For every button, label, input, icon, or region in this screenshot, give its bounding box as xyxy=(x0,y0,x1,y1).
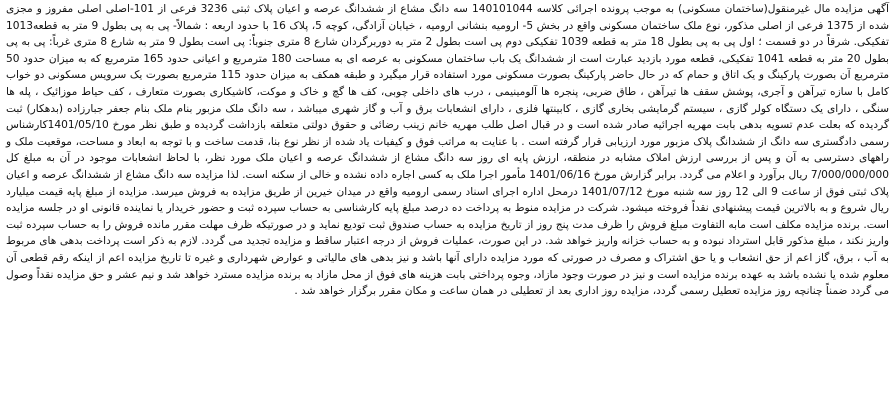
auction-notice-paragraph: آگهی مزایده مال غیرمنقول(ساختمان مسکونی) به موجب پرونده اجرائی کلاسه 140101044 سه دانگ مشاع از ششدانگ عرصه و اعیان پلاک ثبتی 3236 فرعی از 101-اصلی اصلی مفروز و مجزی شده از 1375 فرعی از اصلی مذکور، نوع ملک ساختمان مسکونی واقع در بخش 5- ارومیه بنشانی ارومیه ، خیابان آزادگی، کوچه 5، پلاک 16 با حدود اربعه : شمالاً- پی به پی بطول 9 متر به قطعه1013 تفکیکی. شرقاً در دو قسمت ؛ اول پی به پی بطول 18 متر به قطعه 1039 تفکیکی دوم پی است بطول 2 متر به دوربرگردان شارع 8 متری جنوباً: پی است بطول 9 متر به شارع 8 متری غرباً: پی به پی بطول 20 متر به قطعه 1041 تفکیکی، قطعه مورد بازدید عبارت است از ششدانگ یک باب ساختمان مسکونی به عرصه ای به مساحت 180 مترمربع و اعیانی حدود 165 مترمربع که به میزان حدود 50 مترمربع آن بصورت پارکینگ و یک اتاق و حمام که در حال حاضر پارکینگ بصورت مسکونی مورد استفاده قرار میگیرد و طبقه همکف به میزان حدود 115 مترمربع بصورت یک سرویس مسکونی دو خواب کامل با سازه تیرآهن و آجری، پوشش سقف ها تیرآهن ، طاق ضربی، پنجره ها آلومینیمی ، درب های داخلی چوبی، کف ها گچ و خاک و موکت، کاشیکاری بصورت متعارف ، کف حیاط موزائیک ، پله ها سنگی ، دارای یک دستگاه کولر گازی ، سیستم گرمایشی بخاری گازی ، کابینتها فلزی ، دارای انشعابات برق و آب و گاز شهری میباشد ، سه دانگ ملک مزبور بنام ملک بنام جعفر جبارزاده (بدهکار) ثبت گردیده که بعلت عدم تسویه بدهی بابت مهریه اجرائیه صادر شده است و در قبال اصل طلب مهریه خانم زینب رضائی و حقوق دولتی متعلقه بازداشت گردیده و طبق نظر مورخ 1401/05/10کارشناس رسمی دادگستری سه دانگ از ششدانگ پلاک مزبور مورد ارزیابی قرار گرفته است . با عنایت به مراتب فوق و کیفیات یاد شده از نظر نوع بنا، قدمت ساخت و با توجه به ابعاد و مساحت، موقعیت ملک و راههای دسترسی به آن و پس از بررسی ارزش املاک مشابه در منطقه، ارزش پایه ای روز سه دانگ مشاع از ششدانگ عرصه و اعیان ملک مورد نظر، با لحاظ انشعابات موجود در آن به مبلغ کل 7/000/000/000 ریال برآورد و اعلام می گردد. برابر گزارش مورخ 1401/06/16 مأمور اجرا ملک به کسی اجاره داده نشده و خالی از سکنه است. لذا مزایده سه دانگ مشاع از ششدانگ عرصه و اعیان پلاک ثبتی فوق از ساعت 9 الی 12 روز سه شنبه مورخ 1401/07/12 درمحل اداره اجرای اسناد رسمی ارومیه واقع در میدان خیرین از طریق مزایده به فروش میرسد. مزایده از مبلغ پایه قیمت میلیارد ریال شروع و به بالاترین قیمت پیشنهادی نقداً فروخته میشود. شرکت در مزایده منوط به پرداخت ده درصد مبلغ پایه کارشناسی به حساب سپرده ثبت و حضور خریدار یا نماینده قانونی او در جلسه مزایده است. برنده مزایده مکلف است مابه التفاوت مبلغ فروش را ظرف مدت پنج روز از تاریخ مزایده به حساب صندوق ثبت تودیع نماید و در صورتیکه ظرف مهلت مقرر مانده فروش را به حساب سپرده ثبت واریز نکند ، مبلغ مذکور قابل استرداد نبوده و به حساب خزانه واریز خواهد شد. در این صورت، عملیات فروش از درجه اعتبار ساقط و مزایده تجدید می گردد. لازم به ذکر است پرداخت بدهی های مربوط به آب ، برق، گاز اعم از حق انشعاب و یا حق اشتراک و مصرف در صورتی که مورد مزایده دارای آنها باشد و نیز بدهی های مالیاتی و عوارض شهرداری و غیره تا تاریخ مزایده اعم از اینکه رقم قطعی آن معلوم شده یا نشده باشد به عهده برنده مزایده است و نیز در صورت وجود مازاد، وجوه پرداختی بابت هزینه های فوق از محل مازاد به برنده مزایده مسترد خواهد شد و نیم عشر و حق مزایده نقداً وصول می گردد ضمناً چنانچه روز مزایده تعطیل رسمی گردد، مزایده روز اداری بعد از تعطیلی در همان ساعت و مکان مقرر برگزار خواهد شد . xyxy=(6,3,890,298)
